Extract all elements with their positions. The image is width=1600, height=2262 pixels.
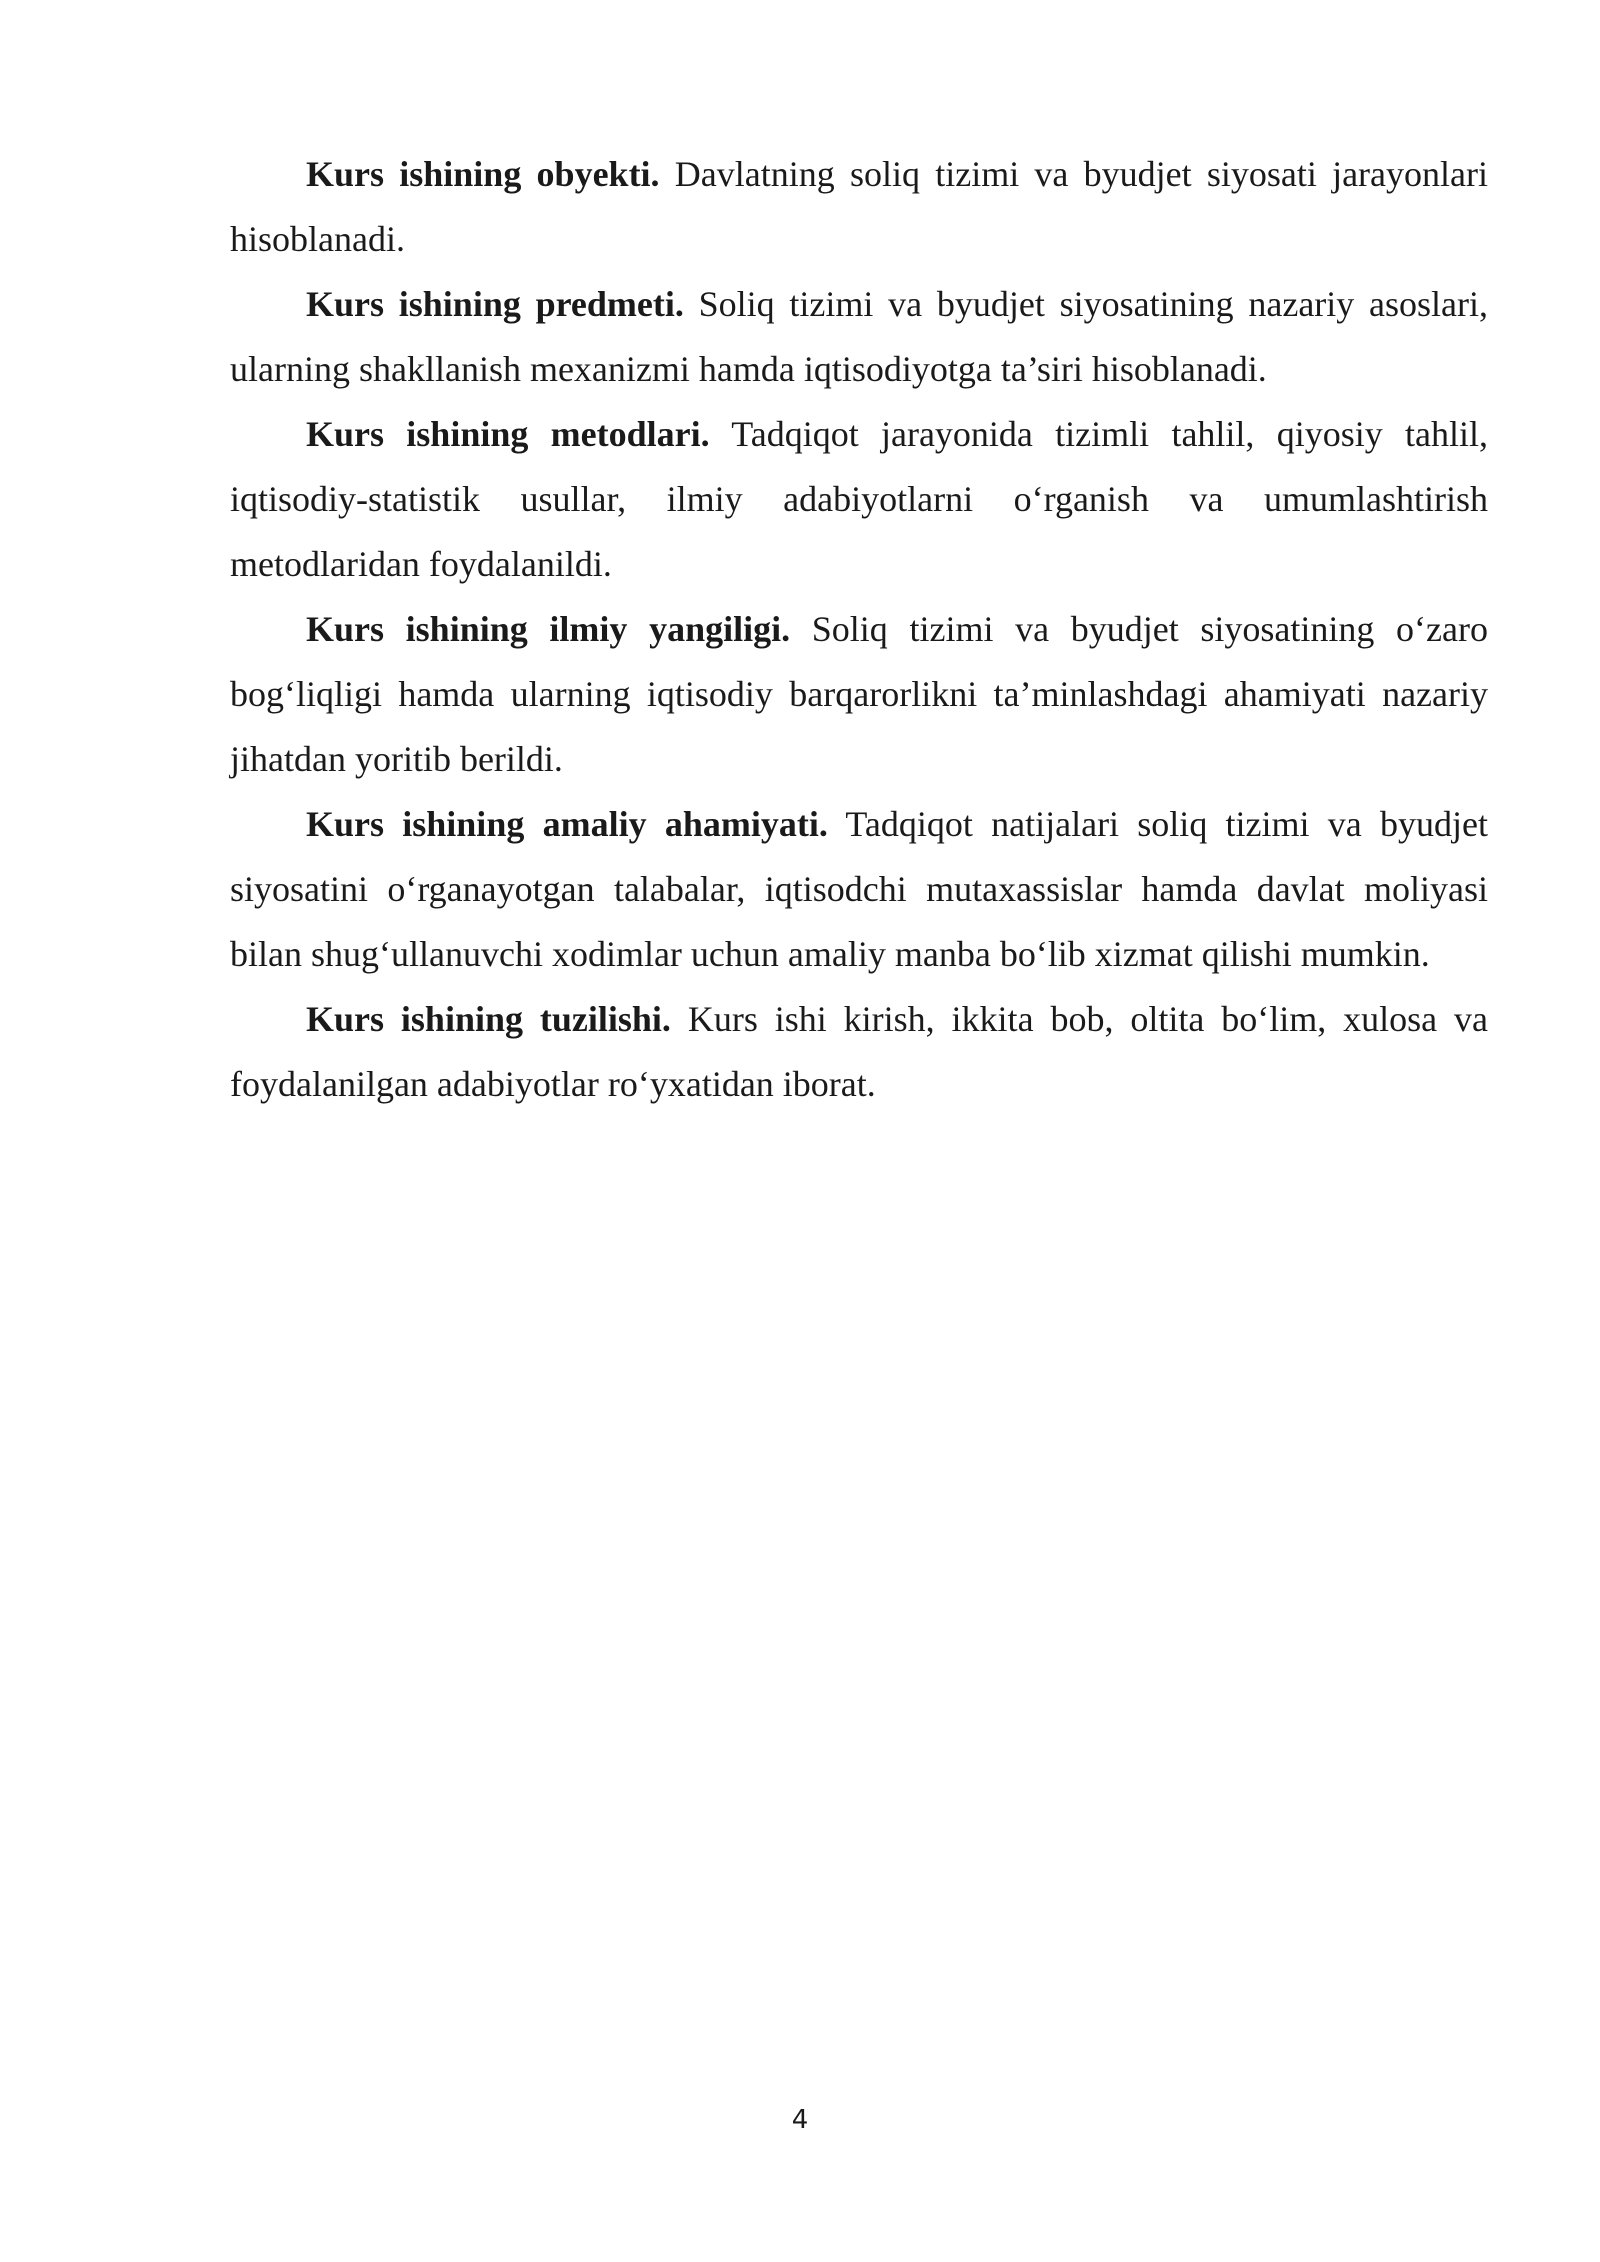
page-number: 4 [791,2105,809,2135]
paragraph-lead: Kurs ishining obyekti. [306,154,660,194]
paragraph-lead: Kurs ishining amaliy ahamiyati. [306,804,828,844]
paragraph-text: Tadqiqot natijalari soliq tizimi va byudjet siyosatini o‘rganayotgan talabalar, iqtisodchi mutaxassislar hamda davlat moliyasi bilan shug‘ullanuvchi xodimlar uchun amaliy manba bo‘lib xizmat qilishi mumkin. [230,804,1488,974]
paragraph-novelty [230,597,1488,792]
paragraph-lead: Kurs ishining tuzilishi. [306,999,671,1039]
paragraph-text: Davlatning soliq tizimi va byudjet siyosati jarayonlari hisoblanadi. [230,154,1488,259]
paragraph-lead: Kurs ishining predmeti. [306,284,684,324]
paragraph-methods [230,402,1488,597]
paragraph-practical-significance [230,792,1488,987]
paragraph-lead: Kurs ishining metodlari. [306,414,710,454]
paragraph-text: Kurs ishi kirish, ikkita bob, oltita bo‘lim, xulosa va foydalanilgan adabiyotlar ro‘yxatidan iborat. [230,999,1489,1104]
paragraph-text: Soliq tizimi va byudjet siyosatining o‘zaro bog‘liqligi hamda ularning iqtisodiy barqarorlikni ta’minlashdagi ahamiyati nazariy jihatdan yoritib berildi. [230,609,1488,779]
paragraph-text: Tadqiqot jarayonida tizimli tahlil, qiyosiy tahlil, iqtisodiy-statistik usullar, ilmiy adabiyotlarni o‘rganish va umumlashtirish metodlaridan foydalanildi. [230,414,1488,584]
paragraph-text: Soliq tizimi va byudjet siyosatining nazariy asoslari, ularning shakllanish mexanizmi hamda iqtisodiyotga ta’siri hisoblanadi. [230,284,1489,389]
document-body [230,142,1488,1117]
paragraph-subject [230,272,1488,402]
paragraph-object [230,142,1488,272]
paragraph-structure [230,987,1488,1117]
paragraph-lead: Kurs ishining ilmiy yangiligi. [306,609,791,649]
